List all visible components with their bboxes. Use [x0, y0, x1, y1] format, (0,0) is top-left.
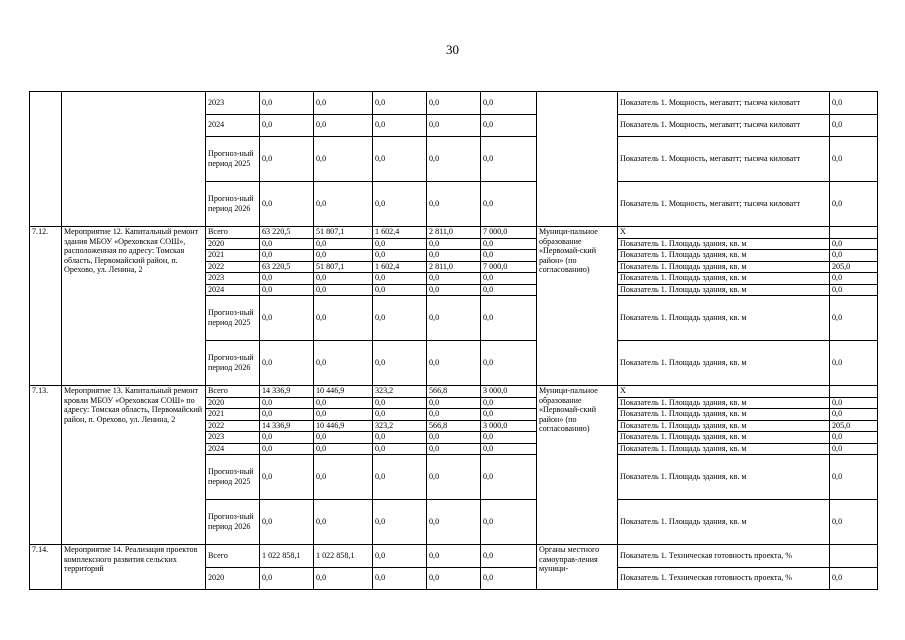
value-cell: 0,0	[373, 397, 427, 409]
indicator-cell: Показатель 1. Площадь здания, кв. м	[618, 296, 830, 341]
value-cell: 0,0	[314, 238, 373, 250]
measure-name-cell: Мероприятие 14. Реализация проектов комплексного развития сельских территорий	[62, 545, 206, 590]
value-cell: 0,0	[427, 92, 481, 115]
value-cell: 7 000,0	[481, 227, 537, 239]
indicator-cell: Показатель 1. Мощность, мегаватт; тысяча киловатт	[618, 114, 830, 137]
value-cell: 0,0	[481, 397, 537, 409]
value-cell: 0,0	[481, 273, 537, 285]
value-cell: 0,0	[314, 443, 373, 455]
value-cell: 0,0	[373, 296, 427, 341]
value-cell: 0,0	[260, 182, 314, 227]
value-cell: 0,0	[373, 341, 427, 386]
period-cell: 2021	[206, 250, 260, 262]
value-cell: 0,0	[260, 137, 314, 182]
value-cell: 2 811,0	[427, 261, 481, 273]
indicator-cell: Показатель 1. Площадь здания, кв. м	[618, 397, 830, 409]
indicator-value-cell: 0,0	[830, 455, 878, 500]
value-cell: 0,0	[481, 92, 537, 115]
indicator-value-cell: 0,0	[830, 250, 878, 262]
indicator-value-cell: 0,0	[830, 182, 878, 227]
value-cell: 0,0	[260, 250, 314, 262]
value-cell: 0,0	[260, 341, 314, 386]
value-cell: 0,0	[373, 500, 427, 545]
value-cell: 0,0	[314, 432, 373, 444]
indicator-cell: Показатель 1. Техническая готовность проекта, %	[618, 545, 830, 568]
value-cell: 0,0	[427, 137, 481, 182]
value-cell: 10 446,9	[314, 420, 373, 432]
measure-number-cell: 7.13.	[30, 386, 62, 545]
indicator-value-cell: 0,0	[830, 341, 878, 386]
indicator-cell: Показатель 1. Площадь здания, кв. м	[618, 261, 830, 273]
indicator-cell: Показатель 1. Техническая готовность проекта, %	[618, 567, 830, 590]
value-cell: 0,0	[373, 284, 427, 296]
indicator-value-cell: 0,0	[830, 397, 878, 409]
value-cell: 566,8	[427, 386, 481, 398]
value-cell: 14 336,9	[260, 386, 314, 398]
value-cell: 0,0	[481, 296, 537, 341]
period-cell: 2020	[206, 567, 260, 590]
value-cell: 0,0	[260, 296, 314, 341]
executor-cell: Органы местного самоуправ-ления муници-	[537, 545, 618, 590]
value-cell: 1 602,4	[373, 227, 427, 239]
value-cell: 323,2	[373, 420, 427, 432]
value-cell: 0,0	[427, 545, 481, 568]
indicator-cell: Х	[618, 386, 830, 398]
indicator-value-cell: 0,0	[830, 114, 878, 137]
measure-name-cell	[62, 92, 206, 227]
table-row	[30, 92, 878, 115]
indicator-value-cell: 0,0	[830, 92, 878, 115]
value-cell: 1 022 858,1	[260, 545, 314, 568]
period-cell: Всего	[206, 386, 260, 398]
value-cell: 0,0	[314, 409, 373, 421]
value-cell: 0,0	[427, 500, 481, 545]
indicator-value-cell: 0,0	[830, 273, 878, 285]
indicator-cell: Показатель 1. Площадь здания, кв. м	[618, 273, 830, 285]
indicator-value-cell: 0,0	[830, 238, 878, 250]
period-cell: 2024	[206, 284, 260, 296]
value-cell: 0,0	[427, 296, 481, 341]
value-cell: 0,0	[260, 238, 314, 250]
value-cell: 0,0	[260, 432, 314, 444]
table-row	[30, 386, 878, 398]
measure-name-cell: Мероприятие 12. Капитальный ремонт здания МБОУ «Ореховская СОШ», расположенная по адресу: Томская область, Первомайский район, п. Орехово, ул. Ленина, 2	[62, 227, 206, 386]
value-cell: 3 000,0	[481, 420, 537, 432]
value-cell: 0,0	[314, 500, 373, 545]
indicator-value-cell: 0,0	[830, 443, 878, 455]
value-cell: 0,0	[373, 432, 427, 444]
value-cell: 0,0	[314, 114, 373, 137]
value-cell: 0,0	[481, 455, 537, 500]
value-cell: 14 336,9	[260, 420, 314, 432]
value-cell: 0,0	[481, 500, 537, 545]
value-cell: 0,0	[260, 92, 314, 115]
period-cell: 2024	[206, 114, 260, 137]
indicator-cell: Х	[618, 227, 830, 239]
value-cell: 2 811,0	[427, 227, 481, 239]
value-cell: 0,0	[260, 114, 314, 137]
value-cell: 0,0	[314, 296, 373, 341]
period-cell: 2023	[206, 92, 260, 115]
value-cell: 0,0	[260, 500, 314, 545]
value-cell: 0,0	[314, 284, 373, 296]
value-cell: 566,8	[427, 420, 481, 432]
value-cell: 0,0	[481, 238, 537, 250]
value-cell: 0,0	[481, 341, 537, 386]
value-cell: 0,0	[481, 443, 537, 455]
value-cell: 0,0	[427, 182, 481, 227]
period-cell: Прогноз-ный период 2026	[206, 182, 260, 227]
value-cell: 63 220,5	[260, 261, 314, 273]
value-cell: 0,0	[427, 455, 481, 500]
indicator-cell: Показатель 1. Площадь здания, кв. м	[618, 341, 830, 386]
value-cell: 0,0	[481, 567, 537, 590]
executor-cell	[537, 92, 618, 227]
indicator-cell: Показатель 1. Мощность, мегаватт; тысяча киловатт	[618, 92, 830, 115]
value-cell: 0,0	[427, 409, 481, 421]
value-cell: 0,0	[373, 250, 427, 262]
indicator-cell: Показатель 1. Площадь здания, кв. м	[618, 443, 830, 455]
period-cell: Всего	[206, 227, 260, 239]
indicator-value-cell: 0,0	[830, 409, 878, 421]
value-cell: 0,0	[373, 92, 427, 115]
indicator-cell: Показатель 1. Площадь здания, кв. м	[618, 250, 830, 262]
value-cell: 0,0	[314, 567, 373, 590]
period-cell: 2022	[206, 420, 260, 432]
value-cell: 0,0	[427, 238, 481, 250]
measure-number-cell: 7.12.	[30, 227, 62, 386]
value-cell: 0,0	[427, 432, 481, 444]
indicator-cell: Показатель 1. Площадь здания, кв. м	[618, 420, 830, 432]
measure-number-cell: 7.14.	[30, 545, 62, 590]
value-cell: 7 000,0	[481, 261, 537, 273]
value-cell: 51 807,1	[314, 227, 373, 239]
value-cell: 0,0	[373, 545, 427, 568]
indicator-value-cell: 0,0	[830, 567, 878, 590]
period-cell: 2023	[206, 273, 260, 285]
indicator-value-cell: 0,0	[830, 284, 878, 296]
value-cell: 0,0	[260, 409, 314, 421]
value-cell: 0,0	[373, 238, 427, 250]
value-cell: 0,0	[481, 409, 537, 421]
value-cell: 0,0	[373, 137, 427, 182]
period-cell: Прогноз-ный период 2025	[206, 455, 260, 500]
value-cell: 0,0	[373, 114, 427, 137]
indicator-value-cell	[830, 545, 878, 568]
value-cell: 0,0	[481, 137, 537, 182]
indicator-cell: Показатель 1. Мощность, мегаватт; тысяча киловатт	[618, 137, 830, 182]
value-cell: 63 220,5	[260, 227, 314, 239]
value-cell: 0,0	[427, 341, 481, 386]
executor-cell: Муници-пальное образование «Первомай-ский район» (по согласованию)	[537, 227, 618, 386]
value-cell: 0,0	[260, 397, 314, 409]
value-cell: 0,0	[373, 409, 427, 421]
indicator-cell: Показатель 1. Площадь здания, кв. м	[618, 284, 830, 296]
period-cell: Прогноз-ный период 2026	[206, 500, 260, 545]
indicator-value-cell: 0,0	[830, 296, 878, 341]
value-cell: 0,0	[481, 114, 537, 137]
indicator-value-cell: 0,0	[830, 500, 878, 545]
value-cell: 0,0	[314, 250, 373, 262]
value-cell: 51 807,1	[314, 261, 373, 273]
measure-name-cell: Мероприятие 13. Капитальный ремонт кровли МБОУ «Ореховская СОШ» по адресу: Томская область, Первомайский район, п. Орехово, ул. Ленина, 2	[62, 386, 206, 545]
value-cell: 0,0	[427, 443, 481, 455]
value-cell: 0,0	[481, 284, 537, 296]
period-cell: 2020	[206, 238, 260, 250]
indicator-value-cell: 0,0	[830, 432, 878, 444]
indicator-value-cell: 205,0	[830, 420, 878, 432]
table-row	[30, 227, 878, 239]
period-cell: 2023	[206, 432, 260, 444]
value-cell: 0,0	[481, 182, 537, 227]
table-row	[30, 545, 878, 568]
value-cell: 0,0	[427, 250, 481, 262]
period-cell: Всего	[206, 545, 260, 568]
value-cell: 0,0	[260, 273, 314, 285]
period-cell: 2024	[206, 443, 260, 455]
value-cell: 0,0	[314, 137, 373, 182]
value-cell: 0,0	[314, 182, 373, 227]
value-cell: 1 602,4	[373, 261, 427, 273]
value-cell: 0,0	[427, 284, 481, 296]
value-cell: 0,0	[373, 567, 427, 590]
value-cell: 10 446,9	[314, 386, 373, 398]
indicator-value-cell: 205,0	[830, 261, 878, 273]
value-cell: 0,0	[260, 443, 314, 455]
period-cell: Прогноз-ный период 2025	[206, 296, 260, 341]
value-cell: 0,0	[427, 114, 481, 137]
period-cell: Прогноз-ный период 2026	[206, 341, 260, 386]
value-cell: 0,0	[373, 455, 427, 500]
measure-number-cell	[30, 92, 62, 227]
measures-table	[29, 91, 878, 590]
period-cell: 2020	[206, 397, 260, 409]
period-cell: 2021	[206, 409, 260, 421]
value-cell: 0,0	[427, 567, 481, 590]
page-number: 30	[446, 42, 459, 57]
indicator-value-cell: 0,0	[830, 137, 878, 182]
value-cell: 0,0	[427, 397, 481, 409]
value-cell: 323,2	[373, 386, 427, 398]
value-cell: 0,0	[314, 397, 373, 409]
value-cell: 0,0	[314, 92, 373, 115]
value-cell: 0,0	[314, 341, 373, 386]
value-cell: 0,0	[481, 432, 537, 444]
value-cell: 3 000,0	[481, 386, 537, 398]
indicator-value-cell	[830, 386, 878, 398]
indicator-cell: Показатель 1. Площадь здания, кв. м	[618, 500, 830, 545]
executor-cell: Муници-пальное образование «Первомай-ский район» (по согласованию)	[537, 386, 618, 545]
value-cell: 0,0	[427, 273, 481, 285]
value-cell: 0,0	[373, 273, 427, 285]
indicator-value-cell	[830, 227, 878, 239]
value-cell: 0,0	[260, 455, 314, 500]
indicator-cell: Показатель 1. Площадь здания, кв. м	[618, 409, 830, 421]
period-cell: Прогноз-ный период 2025	[206, 137, 260, 182]
value-cell: 0,0	[314, 455, 373, 500]
value-cell: 0,0	[373, 182, 427, 227]
value-cell: 1 022 858,1	[314, 545, 373, 568]
value-cell: 0,0	[260, 567, 314, 590]
value-cell: 0,0	[314, 273, 373, 285]
indicator-cell: Показатель 1. Площадь здания, кв. м	[618, 238, 830, 250]
indicator-cell: Показатель 1. Площадь здания, кв. м	[618, 455, 830, 500]
indicator-cell: Показатель 1. Мощность, мегаватт; тысяча киловатт	[618, 182, 830, 227]
value-cell: 0,0	[373, 443, 427, 455]
period-cell: 2022	[206, 261, 260, 273]
value-cell: 0,0	[481, 250, 537, 262]
value-cell: 0,0	[481, 545, 537, 568]
indicator-cell: Показатель 1. Площадь здания, кв. м	[618, 432, 830, 444]
value-cell: 0,0	[260, 284, 314, 296]
